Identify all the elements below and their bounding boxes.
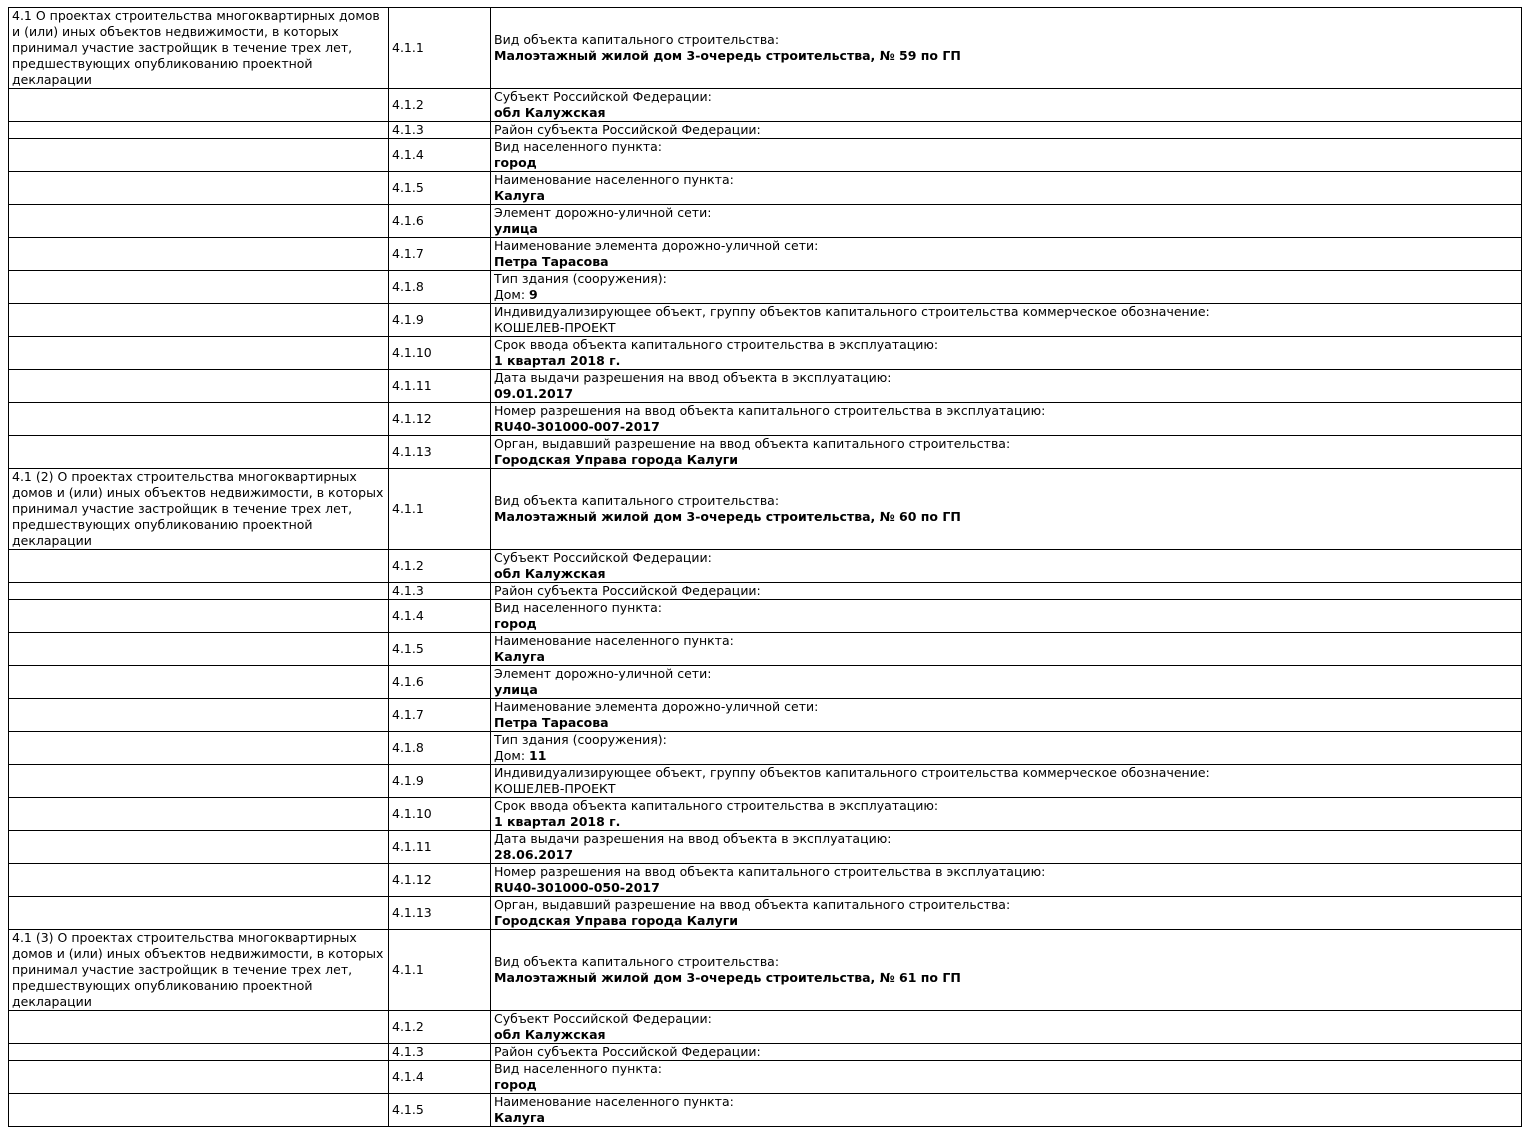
field-label: Вид населенного пункта: bbox=[494, 600, 663, 615]
field-label: Номер разрешения на ввод объекта капитального строительства в эксплуатацию: bbox=[494, 403, 1046, 418]
field-value bbox=[494, 221, 1518, 237]
field-value bbox=[494, 452, 1518, 468]
row-number: 4.1.4 bbox=[389, 139, 491, 172]
row-number: 4.1.6 bbox=[389, 205, 491, 238]
field-label: Орган, выдавший разрешение на ввод объекта капитального строительства: bbox=[494, 897, 1011, 912]
row-number: 4.1.2 bbox=[389, 89, 491, 122]
field-label: Тип здания (сооружения): bbox=[494, 732, 667, 747]
field-cell bbox=[491, 8, 1522, 89]
project-declaration-table bbox=[8, 7, 1522, 1127]
section-description-empty-cell bbox=[9, 798, 389, 831]
section-description-empty-cell bbox=[9, 436, 389, 469]
field-label: Субъект Российской Федерации: bbox=[494, 1011, 712, 1026]
field-value bbox=[494, 509, 1518, 525]
field-label: Индивидуализирующее объект, группу объектов капитального строительства коммерческое обозначение: bbox=[494, 304, 1210, 319]
field-value bbox=[494, 748, 1518, 764]
table-row bbox=[9, 139, 1522, 172]
field-cell bbox=[491, 370, 1522, 403]
table-row bbox=[9, 469, 1522, 550]
field-cell bbox=[491, 139, 1522, 172]
field-value bbox=[494, 715, 1518, 731]
table-row bbox=[9, 600, 1522, 633]
section-description-empty-cell bbox=[9, 89, 389, 122]
field-value-text: Малоэтажный жилой дом 3-очередь строительства, № 59 по ГП bbox=[494, 48, 961, 63]
field-cell bbox=[491, 550, 1522, 583]
field-value-text: 11 bbox=[529, 748, 547, 763]
section-description-empty-cell bbox=[9, 583, 389, 600]
table-row bbox=[9, 238, 1522, 271]
row-number: 4.1.2 bbox=[389, 550, 491, 583]
field-value bbox=[494, 781, 1518, 797]
row-number: 4.1.9 bbox=[389, 304, 491, 337]
table-row bbox=[9, 633, 1522, 666]
field-value-text: 1 квартал 2018 г. bbox=[494, 353, 621, 368]
field-label: Элемент дорожно-уличной сети: bbox=[494, 666, 712, 681]
field-value-text: КОШЕЛЕВ-ПРОЕКТ bbox=[494, 781, 616, 796]
field-cell bbox=[491, 732, 1522, 765]
field-label: Дата выдачи разрешения на ввод объекта в эксплуатацию: bbox=[494, 370, 892, 385]
table-row bbox=[9, 930, 1522, 1011]
field-value-text: 28.06.2017 bbox=[494, 847, 574, 862]
field-label: Номер разрешения на ввод объекта капитального строительства в эксплуатацию: bbox=[494, 864, 1046, 879]
row-number: 4.1.6 bbox=[389, 666, 491, 699]
field-cell bbox=[491, 831, 1522, 864]
field-label: Вид объекта капитального строительства: bbox=[494, 493, 780, 508]
section-description-empty-cell bbox=[9, 172, 389, 205]
field-value-text: Калуга bbox=[494, 1110, 545, 1125]
field-cell bbox=[491, 1061, 1522, 1094]
field-value bbox=[494, 913, 1518, 929]
row-number: 4.1.7 bbox=[389, 699, 491, 732]
section-description-empty-cell bbox=[9, 1044, 389, 1061]
field-cell bbox=[491, 122, 1522, 139]
row-number: 4.1.8 bbox=[389, 271, 491, 304]
field-value bbox=[494, 155, 1518, 171]
table-row bbox=[9, 1094, 1522, 1127]
field-value-text: обл Калужская bbox=[494, 1027, 606, 1042]
row-number: 4.1.5 bbox=[389, 1094, 491, 1127]
field-label: Срок ввода объекта капитального строительства в эксплуатацию: bbox=[494, 337, 939, 352]
field-cell bbox=[491, 864, 1522, 897]
field-value bbox=[494, 970, 1518, 986]
field-value bbox=[494, 48, 1518, 64]
field-cell bbox=[491, 633, 1522, 666]
field-cell bbox=[491, 666, 1522, 699]
section-description-empty-cell bbox=[9, 666, 389, 699]
field-label: Наименование населенного пункта: bbox=[494, 1094, 734, 1109]
table-row bbox=[9, 1044, 1522, 1061]
section-description-cell: 4.1 (2) О проектах строительства многоквартирных домов и (или) иных объектов недвижимости, в которых принимал участие застройщик в течение трех лет, предшествующих опубликованию проектной декларации bbox=[9, 469, 389, 550]
field-value-text: город bbox=[494, 1077, 537, 1092]
section-description-empty-cell bbox=[9, 1061, 389, 1094]
table-row bbox=[9, 583, 1522, 600]
field-value-text: RU40-301000-050-2017 bbox=[494, 880, 660, 895]
field-cell bbox=[491, 1044, 1522, 1061]
field-cell bbox=[491, 930, 1522, 1011]
row-number: 4.1.3 bbox=[389, 1044, 491, 1061]
table-row bbox=[9, 205, 1522, 238]
table-row bbox=[9, 798, 1522, 831]
table-row bbox=[9, 370, 1522, 403]
field-value bbox=[494, 616, 1518, 632]
field-cell bbox=[491, 205, 1522, 238]
section-description-empty-cell bbox=[9, 271, 389, 304]
section-description-empty-cell bbox=[9, 732, 389, 765]
field-value-text: КОШЕЛЕВ-ПРОЕКТ bbox=[494, 320, 616, 335]
row-number: 4.1.3 bbox=[389, 122, 491, 139]
field-value bbox=[494, 105, 1518, 121]
field-value-text: улица bbox=[494, 682, 538, 697]
row-number: 4.1.12 bbox=[389, 864, 491, 897]
field-value-text: Городская Управа города Калуги bbox=[494, 452, 739, 467]
field-value bbox=[494, 1077, 1518, 1093]
field-label: Орган, выдавший разрешение на ввод объекта капитального строительства: bbox=[494, 436, 1011, 451]
field-value-text: город bbox=[494, 616, 537, 631]
section-description-empty-cell bbox=[9, 897, 389, 930]
table-row bbox=[9, 550, 1522, 583]
section-description-empty-cell bbox=[9, 238, 389, 271]
field-label: Субъект Российской Федерации: bbox=[494, 89, 712, 104]
field-cell bbox=[491, 469, 1522, 550]
field-label: Тип здания (сооружения): bbox=[494, 271, 667, 286]
row-number: 4.1.1 bbox=[389, 8, 491, 89]
field-value bbox=[494, 1027, 1518, 1043]
row-number: 4.1.7 bbox=[389, 238, 491, 271]
field-value bbox=[494, 188, 1518, 204]
field-label: Субъект Российской Федерации: bbox=[494, 550, 712, 565]
field-cell bbox=[491, 699, 1522, 732]
field-label: Район субъекта Российской Федерации: bbox=[494, 1044, 761, 1059]
field-label: Срок ввода объекта капитального строительства в эксплуатацию: bbox=[494, 798, 939, 813]
field-label: Наименование элемента дорожно-уличной сети: bbox=[494, 238, 819, 253]
section-description-cell: 4.1 (3) О проектах строительства многоквартирных домов и (или) иных объектов недвижимости, в которых принимал участие застройщик в течение трех лет, предшествующих опубликованию проектной декларации bbox=[9, 930, 389, 1011]
table-row bbox=[9, 666, 1522, 699]
row-number: 4.1.11 bbox=[389, 370, 491, 403]
field-label: Наименование элемента дорожно-уличной сети: bbox=[494, 699, 819, 714]
table-row bbox=[9, 897, 1522, 930]
field-value-text: 09.01.2017 bbox=[494, 386, 574, 401]
table-row bbox=[9, 89, 1522, 122]
field-value-text: Калуга bbox=[494, 649, 545, 664]
field-cell bbox=[491, 583, 1522, 600]
field-cell bbox=[491, 436, 1522, 469]
section-description-empty-cell bbox=[9, 550, 389, 583]
row-number: 4.1.9 bbox=[389, 765, 491, 798]
row-number: 4.1.8 bbox=[389, 732, 491, 765]
table-row bbox=[9, 337, 1522, 370]
field-value-text: 1 квартал 2018 г. bbox=[494, 814, 621, 829]
section-description-empty-cell bbox=[9, 1011, 389, 1044]
field-value-text: 9 bbox=[529, 287, 538, 302]
table-row bbox=[9, 403, 1522, 436]
field-value bbox=[494, 847, 1518, 863]
field-value-prefix: Дом: bbox=[494, 287, 530, 302]
field-cell bbox=[491, 304, 1522, 337]
table-row bbox=[9, 8, 1522, 89]
field-value-text: обл Калужская bbox=[494, 105, 606, 120]
field-label: Наименование населенного пункта: bbox=[494, 633, 734, 648]
section-description-empty-cell bbox=[9, 633, 389, 666]
section-description-empty-cell bbox=[9, 370, 389, 403]
section-description-empty-cell bbox=[9, 304, 389, 337]
row-number: 4.1.5 bbox=[389, 633, 491, 666]
field-label: Район субъекта Российской Федерации: bbox=[494, 122, 761, 137]
field-value-prefix: Дом: bbox=[494, 748, 530, 763]
table-row bbox=[9, 304, 1522, 337]
section-description-empty-cell bbox=[9, 1094, 389, 1127]
table-row bbox=[9, 172, 1522, 205]
row-number: 4.1.10 bbox=[389, 798, 491, 831]
row-number: 4.1.4 bbox=[389, 600, 491, 633]
field-value bbox=[494, 353, 1518, 369]
field-value-text: RU40-301000-007-2017 bbox=[494, 419, 660, 434]
field-value-text: Калуга bbox=[494, 188, 545, 203]
field-cell bbox=[491, 337, 1522, 370]
field-cell bbox=[491, 798, 1522, 831]
field-value-text: обл Калужская bbox=[494, 566, 606, 581]
section-description-empty-cell bbox=[9, 699, 389, 732]
table-row bbox=[9, 1011, 1522, 1044]
field-label: Наименование населенного пункта: bbox=[494, 172, 734, 187]
field-cell bbox=[491, 1011, 1522, 1044]
field-cell bbox=[491, 89, 1522, 122]
field-value-text: Малоэтажный жилой дом 3-очередь строительства, № 61 по ГП bbox=[494, 970, 961, 985]
field-value bbox=[494, 1110, 1518, 1126]
field-value-text: город bbox=[494, 155, 537, 170]
section-description-empty-cell bbox=[9, 139, 389, 172]
field-value bbox=[494, 880, 1518, 896]
field-value-text: Малоэтажный жилой дом 3-очередь строительства, № 60 по ГП bbox=[494, 509, 961, 524]
field-value bbox=[494, 386, 1518, 402]
field-value-text: Петра Тарасова bbox=[494, 715, 609, 730]
field-cell bbox=[491, 1094, 1522, 1127]
field-value-text: Петра Тарасова bbox=[494, 254, 609, 269]
table-row bbox=[9, 122, 1522, 139]
section-description-empty-cell bbox=[9, 337, 389, 370]
field-cell bbox=[491, 600, 1522, 633]
field-value-text: Городская Управа города Калуги bbox=[494, 913, 739, 928]
field-value bbox=[494, 419, 1518, 435]
field-label: Элемент дорожно-уличной сети: bbox=[494, 205, 712, 220]
field-cell bbox=[491, 897, 1522, 930]
row-number: 4.1.10 bbox=[389, 337, 491, 370]
section-description-empty-cell bbox=[9, 205, 389, 238]
row-number: 4.1.12 bbox=[389, 403, 491, 436]
section-description-empty-cell bbox=[9, 864, 389, 897]
section-description-empty-cell bbox=[9, 403, 389, 436]
row-number: 4.1.4 bbox=[389, 1061, 491, 1094]
row-number: 4.1.13 bbox=[389, 436, 491, 469]
table-row bbox=[9, 436, 1522, 469]
field-cell bbox=[491, 271, 1522, 304]
field-cell bbox=[491, 172, 1522, 205]
field-cell bbox=[491, 238, 1522, 271]
row-number: 4.1.1 bbox=[389, 469, 491, 550]
field-value bbox=[494, 649, 1518, 665]
row-number: 4.1.3 bbox=[389, 583, 491, 600]
field-cell bbox=[491, 403, 1522, 436]
section-description-empty-cell bbox=[9, 765, 389, 798]
field-value bbox=[494, 320, 1518, 336]
row-number: 4.1.2 bbox=[389, 1011, 491, 1044]
row-number: 4.1.11 bbox=[389, 831, 491, 864]
table-row bbox=[9, 831, 1522, 864]
field-value-text: улица bbox=[494, 221, 538, 236]
field-value bbox=[494, 566, 1518, 582]
field-cell bbox=[491, 765, 1522, 798]
row-number: 4.1.1 bbox=[389, 930, 491, 1011]
field-label: Индивидуализирующее объект, группу объектов капитального строительства коммерческое обозначение: bbox=[494, 765, 1210, 780]
table-row bbox=[9, 699, 1522, 732]
field-value bbox=[494, 254, 1518, 270]
table-row bbox=[9, 271, 1522, 304]
section-description-empty-cell bbox=[9, 831, 389, 864]
section-description-empty-cell bbox=[9, 600, 389, 633]
row-number: 4.1.13 bbox=[389, 897, 491, 930]
declaration-table-body bbox=[9, 8, 1522, 1127]
field-label: Дата выдачи разрешения на ввод объекта в эксплуатацию: bbox=[494, 831, 892, 846]
field-value bbox=[494, 287, 1518, 303]
section-description-empty-cell bbox=[9, 122, 389, 139]
table-row bbox=[9, 765, 1522, 798]
field-label: Вид объекта капитального строительства: bbox=[494, 32, 780, 47]
field-label: Вид населенного пункта: bbox=[494, 139, 663, 154]
field-label: Район субъекта Российской Федерации: bbox=[494, 583, 761, 598]
table-row bbox=[9, 732, 1522, 765]
field-label: Вид населенного пункта: bbox=[494, 1061, 663, 1076]
table-row bbox=[9, 864, 1522, 897]
field-label: Вид объекта капитального строительства: bbox=[494, 954, 780, 969]
field-value bbox=[494, 814, 1518, 830]
section-description-cell: 4.1 О проектах строительства многоквартирных домов и (или) иных объектов недвижимости, в которых принимал участие застройщик в течение трех лет, предшествующих опубликованию проектной декларации bbox=[9, 8, 389, 89]
field-value bbox=[494, 682, 1518, 698]
table-row bbox=[9, 1061, 1522, 1094]
row-number: 4.1.5 bbox=[389, 172, 491, 205]
